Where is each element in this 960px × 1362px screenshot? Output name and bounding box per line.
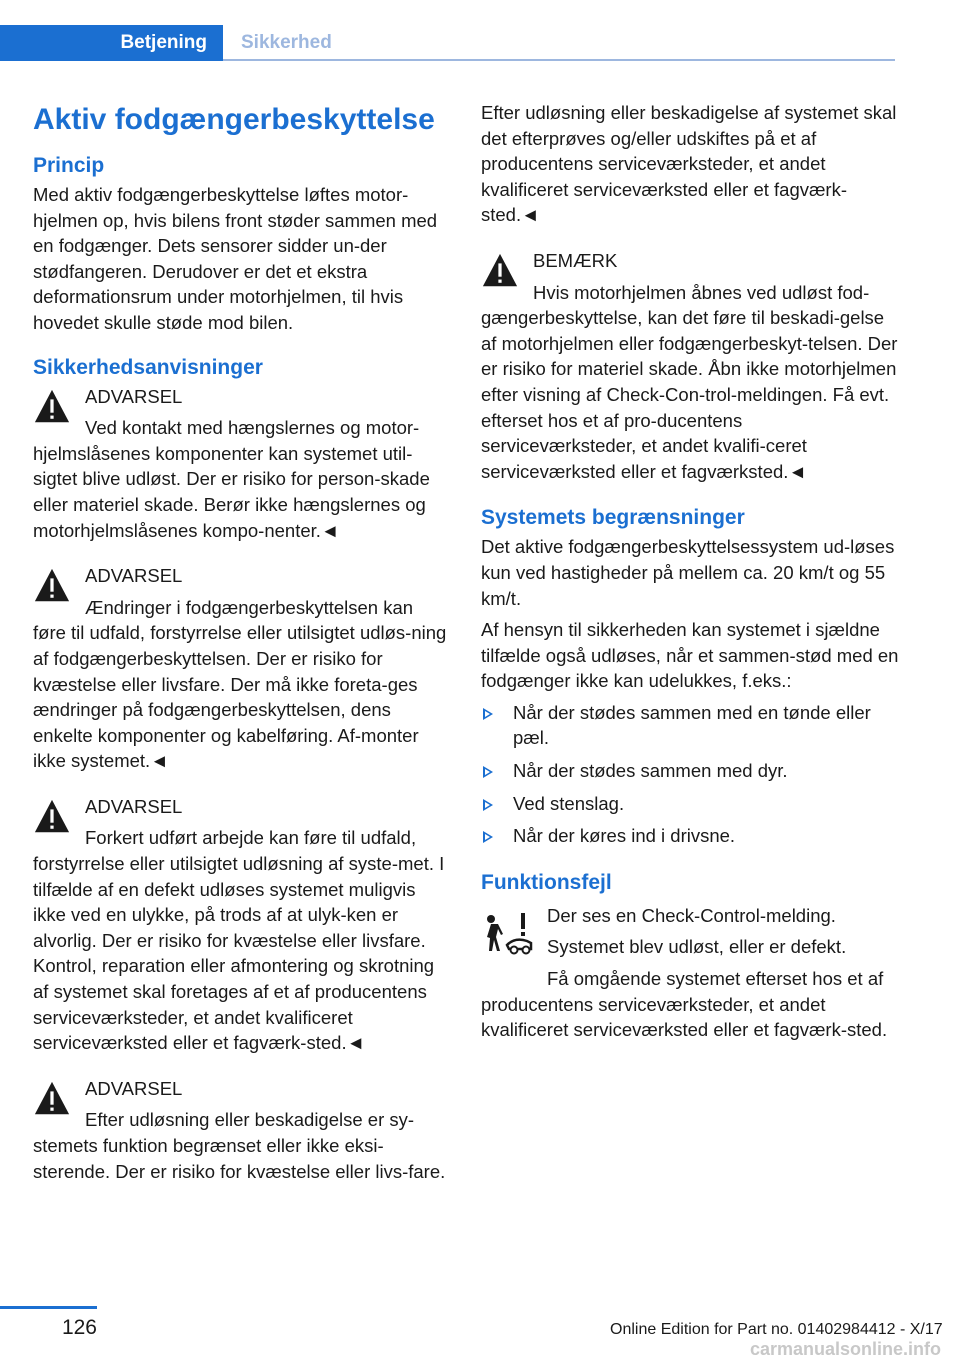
right-column	[481, 100, 901, 1043]
list-item-text: Når der køres ind i drivsne.	[513, 825, 736, 847]
watermark: carmanualsonline.info	[750, 1339, 942, 1359]
fault-line-3: Få omgående systemet efterset hos et af producentens serviceværksteder, et andet kvalificeret serviceværksted eller et fagværk-sted.	[481, 968, 888, 1041]
warning-text: Ændringer i fodgængerbeskyttelsen kan føre til udfald, forstyrrelse eller utilsigtet udløs-ning af fodgængerbeskyttelsen. Der er risiko for kvæstelse eller livsfare. Der må ikke foreta-ges ændringer på fodgængerbeskyttelsen, dens enkelte komponenter og kabelføring. Af-monter ikke systemet.◄	[33, 596, 447, 772]
warning-head: ADVARSEL	[85, 385, 183, 407]
warning-block	[33, 1076, 448, 1184]
section-tabs	[0, 25, 895, 61]
pedestrian-protection-warning-icon	[481, 907, 537, 963]
warning-block	[33, 563, 448, 774]
warning-head: ADVARSEL	[85, 1077, 183, 1099]
list-item-text: Når der stødes sammen med dyr.	[513, 760, 788, 782]
bullet-arrow-icon	[483, 708, 493, 720]
warning-block	[33, 794, 448, 1056]
warning-head: ADVARSEL	[85, 795, 183, 817]
warning-triangle-icon	[33, 567, 71, 605]
fault-block	[481, 903, 901, 1043]
warning-triangle-icon	[33, 798, 71, 836]
edition-text: Online Edition for Part no. 01402984412 - X/17	[610, 1321, 943, 1338]
warning-triangle-icon	[33, 388, 71, 426]
warning-text: Forkert udført arbejde kan føre til udfald, forstyrrelse eller utilsigtet udløsning af syste-met. I tilfælde af en defekt udløses systemet muligvis ikke ved en ulykke, på trods af at ulyk-ken er alvorlig. Der er risiko for kvæstelse eller livsfare. Kontrol, reparation eller afmontering og skrotning af systemet skal foretages af et af producentens serviceværksteder, et andet kvalificeret serviceværksted eller et fagværk-sted.◄	[33, 827, 445, 1054]
note-head: BEMÆRK	[533, 249, 618, 271]
tab-sikkerhed[interactable]: Sikkerhed	[223, 25, 895, 61]
safety-heading: Sikkerhedsanvisninger	[33, 355, 263, 379]
tab-underline	[223, 59, 895, 61]
bullet-arrow-icon	[483, 831, 493, 843]
warning-triangle-icon	[481, 252, 519, 290]
bullet-arrow-icon	[483, 766, 493, 778]
bullet-arrow-icon	[483, 799, 493, 811]
note-block	[481, 248, 901, 484]
list-item-text: Når der stødes sammen med en tønde eller pæl.	[513, 701, 871, 749]
note-text: Hvis motorhjelmen åbnes ved udløst fod-gængerbeskyttelse, kan det føre til beskadi-gelse af motorhjelmen eller fodgængerbeskyt-telsen. Der er risiko for materiel skade. Åbn ikke motorhjelmen efter visning af Check-Con-trol-meldingen. Få evt. efterset hos et af pro-ducentens serviceværksteder, et andet kvalifi-ceret serviceværksted eller et fagværksted.◄	[481, 281, 898, 482]
fault-line-1: Der ses en Check-Control-melding.	[547, 904, 836, 926]
fault-heading: Funktionsfejl	[481, 870, 612, 894]
princip-heading: Princip	[33, 154, 105, 177]
warning-text: Ved kontakt med hængslernes og motor-hjelmslåsenes komponenter kan systemet util-sigtet blive udløst. Der er risiko for person-skade eller materiel skade. Berør ikke hængslernes og motorhjelmslåsenes kompo-nenter.◄	[33, 417, 430, 541]
warning-head: ADVARSEL	[85, 565, 183, 587]
page-number: 126	[61, 1316, 97, 1339]
limits-text-2: Af hensyn til sikkerheden kan systemet i sjældne tilfælde også udløses, når et sammen-stød med en fodgænger ikke kan udelukkes, f.eks.:	[481, 619, 899, 692]
fault-line-2: Systemet blev udløst, eller er defekt.	[547, 936, 847, 958]
list-item	[481, 823, 901, 849]
warning-text: Efter udløsning eller beskadigelse er sy-stemets funktion begrænset eller ikke eksi-sterende. Der er risiko for kvæstelse eller livs-fare.	[33, 1109, 446, 1182]
limits-text-1: Det aktive fodgængerbeskyttelsessystem ud-løses kun ved hastigheder på mellem ca. 20 km/t og 55 km/t.	[481, 536, 895, 609]
limits-heading: Systemets begrænsninger	[481, 506, 745, 530]
princip-text: Med aktiv fodgængerbeskyttelse løftes motor-hjelmen op, hvis bilens front støder sammen med en fodgænger. Dets sensorer sidder un-der stødfangeren. Derudover er det et ekstra deformationsrum under motorhjelmen, til hvis hovedet skulle støde mod bilen.	[33, 184, 438, 333]
list-item	[481, 700, 901, 751]
list-item-text: Ved stenslag.	[513, 792, 625, 814]
warning-block	[33, 384, 448, 544]
tab-betjening[interactable]: Betjening	[0, 25, 223, 61]
warning-triangle-icon	[33, 1080, 71, 1118]
list-item	[481, 791, 901, 817]
footer-rule	[0, 1306, 97, 1309]
list-item	[481, 758, 901, 784]
continued-text: Efter udløsning eller beskadigelse af systemet skal det efterprøves og/eller udskiftes på et af producentens serviceværksteder, et andet kvalificeret serviceværksted eller et fagværk-sted.◄	[481, 102, 897, 226]
page-title: Aktiv fodgængerbeskyttelse	[33, 103, 435, 136]
left-column	[33, 100, 448, 1204]
limits-list	[481, 700, 901, 849]
